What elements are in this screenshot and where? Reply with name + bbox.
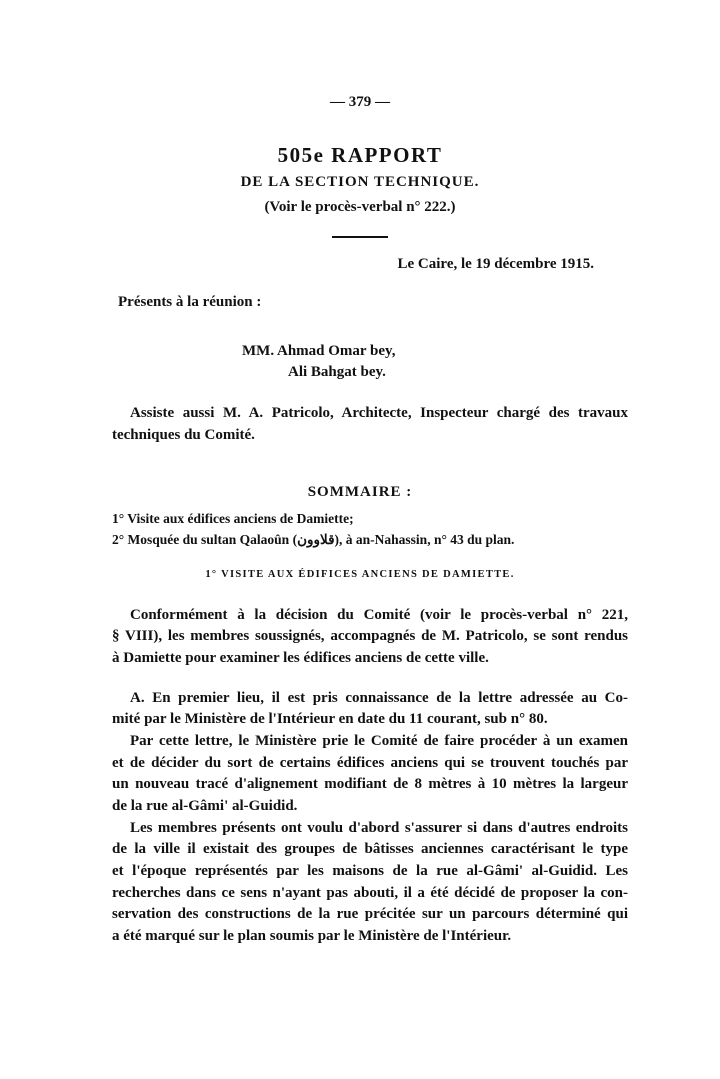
paragraph-line: et l'époque représentés par les maisons de la rue al-Gâmi' al-Guidid. Les: [112, 863, 628, 879]
paragraph-line: Conformément à la décision du Comité (voir le procès-verbal n° 221,: [130, 607, 628, 623]
assiste-line: Assiste aussi M. A. Patricolo, Architecte, Inspecteur chargé des travaux: [130, 405, 628, 421]
paragraph-line: a été marqué sur le plan soumis par le Ministère de l'Intérieur.: [112, 928, 512, 944]
sommaire-item: 2° Mosquée du sultan Qalaoûn (قلاوون), à an-Nahassin, n° 43 du plan.: [112, 532, 515, 547]
paragraph-line: § VIII), les membres soussignés, accompagnés de M. Patricolo, se sont rendus: [112, 628, 628, 644]
report-subtitle: DE LA SECTION TECHNIQUE.: [240, 174, 480, 190]
attendee-1: MM. Ahmad Omar bey,: [242, 343, 396, 359]
paragraph-line: à Damiette pour examiner les édifices anciens de cette ville.: [112, 650, 489, 666]
report-title: 505e RAPPORT: [277, 143, 443, 167]
paragraph-line: de la rue al-Gâmi' al-Guidid.: [112, 798, 298, 814]
presents-label: Présents à la réunion :: [118, 294, 262, 310]
reference: (Voir le procès-verbal n° 222.): [264, 199, 456, 215]
paragraph-line: un nouveau tracé d'alignement modifiant de 8 mètres à 10 mètres la largeur: [112, 776, 628, 792]
paragraph-line: Par cette lettre, le Ministère prie le Comité de faire procéder à un examen: [130, 733, 628, 749]
section-heading: 1° VISITE AUX ÉDIFICES ANCIENS DE DAMIETTE.: [205, 569, 515, 580]
paragraph-line: mité par le Ministère de l'Intérieur en date du 11 courant, sub n° 80.: [112, 711, 548, 727]
paragraph-line: de la ville il existait des groupes de bâtisses anciennes caractérisant le type: [112, 841, 628, 857]
page-number: — 379 —: [330, 94, 390, 110]
dateline: Le Caire, le 19 décembre 1915.: [397, 256, 594, 272]
paragraph-line: A. En premier lieu, il est pris connaissance de la lettre adressée au Co-: [130, 690, 628, 706]
sommaire-item: 1° Visite aux édifices anciens de Damiette;: [112, 511, 354, 526]
assiste-line: techniques du Comité.: [112, 427, 255, 443]
sommaire-title: SOMMAIRE :: [307, 484, 413, 500]
paragraph-line: servation des constructions de la rue précitée sur un parcours déterminé qui: [112, 906, 628, 922]
divider-rule: [332, 236, 388, 238]
attendee-2: Ali Bahgat bey.: [288, 364, 386, 380]
paragraph-line: et de décider du sort de certains édifices anciens qui se trouvent touchés par: [112, 755, 628, 771]
paragraph-line: Les membres présents ont voulu d'abord s'assurer si dans d'autres endroits: [130, 820, 628, 836]
paragraph-line: recherches dans ce sens n'ayant pas abouti, il a été décidé de proposer la con-: [112, 885, 628, 901]
